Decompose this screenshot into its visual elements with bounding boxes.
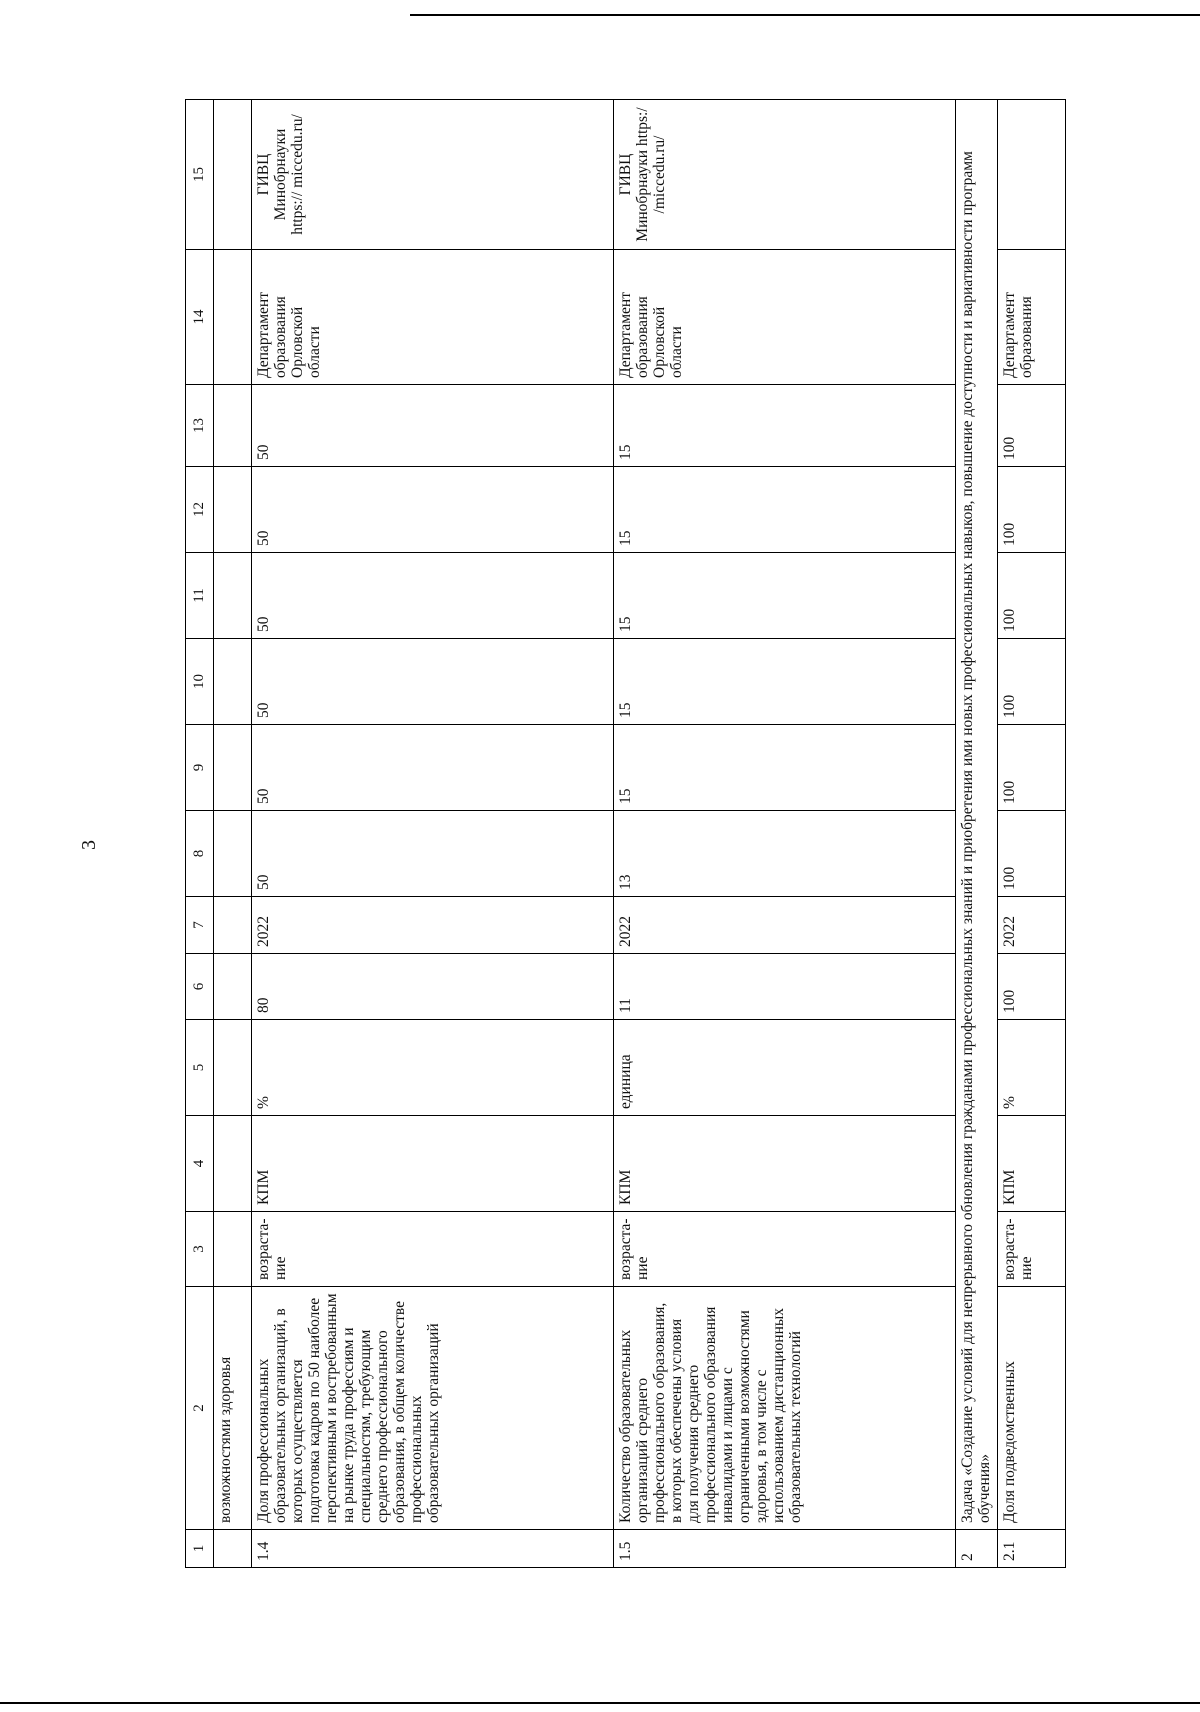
trend: возраста-ние bbox=[252, 1212, 614, 1287]
level: КПМ bbox=[614, 1116, 956, 1212]
col-header: 15 bbox=[186, 100, 214, 250]
indicator-name: Доля профессиональных образовательных организаций, в которых осуществляется подготовка кадров по 50 наиболее перспективным и востребованным на рынке труда профессиям и специальностям, требующим среднего профессионального образования, в общем количестве профессиональных образовательных организаций bbox=[252, 1287, 614, 1530]
value-2023: 50 bbox=[252, 811, 614, 897]
unit: % bbox=[998, 1020, 1066, 1116]
cell bbox=[214, 725, 252, 811]
col-header: 10 bbox=[186, 639, 214, 725]
value-2023: 13 bbox=[614, 811, 956, 897]
source: ГИВЦ Минобрнауки https:/ /miccedu.ru/ bbox=[614, 100, 956, 250]
cell bbox=[214, 1020, 252, 1116]
responsible: Департамент образования Орловской области bbox=[252, 250, 614, 385]
value-2028: 15 bbox=[614, 385, 956, 467]
table-row bbox=[998, 100, 1066, 1568]
row-id: 1.5 bbox=[614, 1530, 956, 1568]
base-value: 100 bbox=[998, 954, 1066, 1020]
source: ГИВЦ Минобрнауки https:// miccedu.ru/ bbox=[252, 100, 614, 250]
source bbox=[998, 100, 1066, 250]
bottom-scan-line bbox=[0, 1702, 1200, 1704]
cell bbox=[214, 897, 252, 954]
cell bbox=[214, 467, 252, 553]
responsible: Департамент образования Орловской области bbox=[614, 250, 956, 385]
col-header: 5 bbox=[186, 1020, 214, 1116]
indicators-table bbox=[185, 99, 1066, 1568]
task-id: 2 bbox=[956, 1530, 998, 1568]
unit: единица bbox=[614, 1020, 956, 1116]
cell bbox=[214, 100, 252, 250]
trend: возраста-ние bbox=[998, 1212, 1066, 1287]
value-2025: 100 bbox=[998, 639, 1066, 725]
unit: % bbox=[252, 1020, 614, 1116]
value-2024: 15 bbox=[614, 725, 956, 811]
base-value: 80 bbox=[252, 954, 614, 1020]
col-header: 12 bbox=[186, 467, 214, 553]
base-year: 2022 bbox=[252, 897, 614, 954]
header-row bbox=[186, 100, 214, 1568]
cell bbox=[214, 1530, 252, 1568]
col-header: 11 bbox=[186, 553, 214, 639]
cell bbox=[214, 553, 252, 639]
value-2027: 100 bbox=[998, 467, 1066, 553]
trend: возраста-ние bbox=[614, 1212, 956, 1287]
value-2028: 50 bbox=[252, 385, 614, 467]
value-2026: 15 bbox=[614, 553, 956, 639]
level: КПМ bbox=[252, 1116, 614, 1212]
value-2025: 50 bbox=[252, 639, 614, 725]
value-2024: 100 bbox=[998, 725, 1066, 811]
value-2028: 100 bbox=[998, 385, 1066, 467]
value-2025: 15 bbox=[614, 639, 956, 725]
continuation-name: возможностями здоровья bbox=[214, 1287, 252, 1530]
base-year: 2022 bbox=[998, 897, 1066, 954]
base-value: 11 bbox=[614, 954, 956, 1020]
value-2027: 50 bbox=[252, 467, 614, 553]
col-header: 13 bbox=[186, 385, 214, 467]
cell bbox=[214, 954, 252, 1020]
value-2026: 50 bbox=[252, 553, 614, 639]
task-row bbox=[956, 100, 998, 1568]
value-2027: 15 bbox=[614, 467, 956, 553]
value-2024: 50 bbox=[252, 725, 614, 811]
cell bbox=[214, 1212, 252, 1287]
base-year: 2022 bbox=[614, 897, 956, 954]
cell bbox=[214, 385, 252, 467]
rotated-table-wrapper bbox=[185, 100, 1065, 1568]
cell bbox=[214, 811, 252, 897]
col-header: 6 bbox=[186, 954, 214, 1020]
indicator-name: Количество образовательных организаций среднего профессионального образования, в которых обеспечены условия для получения среднего профессионального образования инвалидами и лицами с ограниченными возможностями здоровья, в том числе с использованием дистанционных образовательных технологий bbox=[614, 1287, 956, 1530]
indicator-name: Доля подведомственных bbox=[998, 1287, 1066, 1530]
page-number: 3 bbox=[78, 840, 100, 850]
col-header: 4 bbox=[186, 1116, 214, 1212]
cell bbox=[214, 1116, 252, 1212]
level: КПМ bbox=[998, 1116, 1066, 1212]
task-text: Задача «Создание условий для непрерывного обновления гражданами профессиональных знаний и приобретения ими новых профессиональных навыков, повышение доступности и вариативности программ обучения» bbox=[956, 100, 998, 1530]
col-header: 8 bbox=[186, 811, 214, 897]
col-header: 9 bbox=[186, 725, 214, 811]
continuation-row bbox=[214, 100, 252, 1568]
top-scan-line bbox=[410, 14, 1200, 16]
table-row bbox=[252, 100, 614, 1568]
value-2023: 100 bbox=[998, 811, 1066, 897]
col-header: 2 bbox=[186, 1287, 214, 1530]
col-header: 7 bbox=[186, 897, 214, 954]
row-id: 1.4 bbox=[252, 1530, 614, 1568]
col-header: 1 bbox=[186, 1530, 214, 1568]
col-header: 14 bbox=[186, 250, 214, 385]
cell bbox=[214, 250, 252, 385]
responsible: Департамент образования bbox=[998, 250, 1066, 385]
col-header: 3 bbox=[186, 1212, 214, 1287]
row-id: 2.1 bbox=[998, 1530, 1066, 1568]
table-row bbox=[614, 100, 956, 1568]
value-2026: 100 bbox=[998, 553, 1066, 639]
cell bbox=[214, 639, 252, 725]
